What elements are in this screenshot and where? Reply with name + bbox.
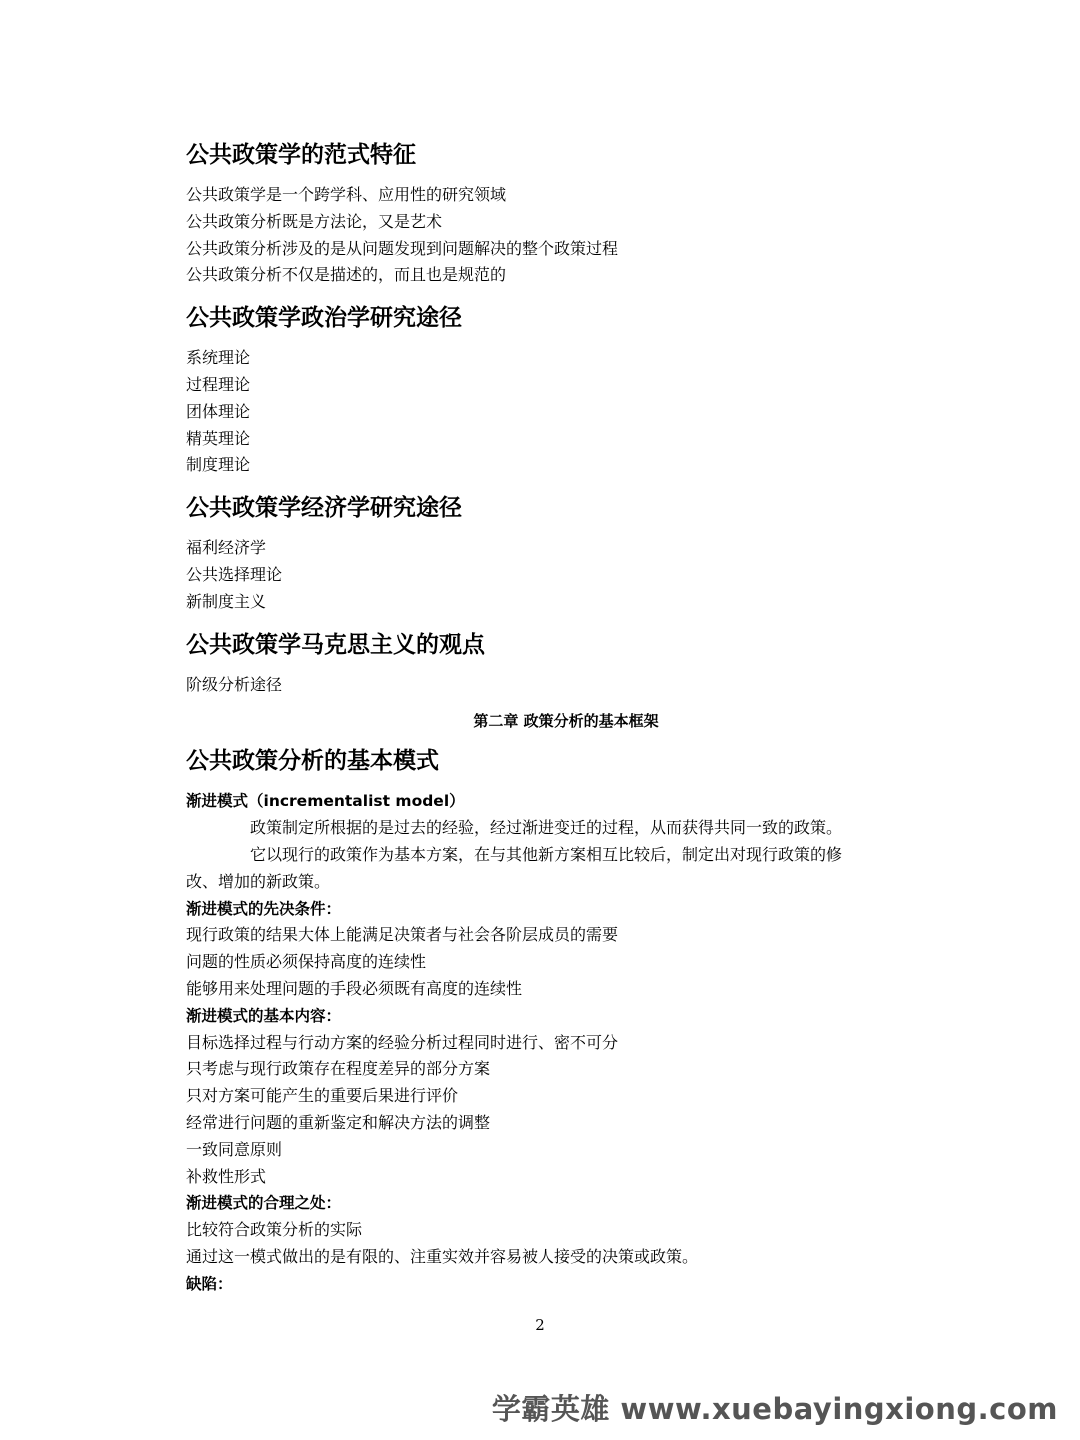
list-item: 补救性形式 xyxy=(186,1166,267,1186)
list-item: 团体理论 xyxy=(186,401,251,421)
prereq-title: 渐进模式的先决条件： xyxy=(186,899,342,918)
merit-title: 渐进模式的合理之处： xyxy=(186,1194,342,1213)
list-item: 公共选择理论 xyxy=(186,564,283,584)
list-item: 公共政策分析涉及的是从问题发现到问题解决的整个政策过程 xyxy=(186,238,619,258)
paragraph-line: 改、增加的新政策。 xyxy=(186,871,331,891)
list-item: 能够用来处理问题的手段必须既有高度的连续性 xyxy=(186,978,523,998)
list-item: 公共政策分析既是方法论，又是艺术 xyxy=(186,211,443,231)
list-item: 公共政策学是一个跨学科、应用性的研究领域 xyxy=(186,185,507,204)
political-list xyxy=(186,345,916,479)
content-title: 渐进模式的基本内容： xyxy=(186,1006,342,1025)
page-number: 2 xyxy=(535,1316,545,1334)
list-item: 公共政策分析不仅是描述的，而且也是规范的 xyxy=(186,265,507,285)
section-heading-paradigm: 公共政策学的范式特征 xyxy=(186,142,416,168)
list-item: 只考虑与现行政策存在程度差异的部分方案 xyxy=(186,1059,491,1079)
list-item: 目标选择过程与行动方案的经验分析过程同时进行、密不可分 xyxy=(186,1032,619,1052)
paragraph-line: 它以现行的政策作为基本方案，在与其他新方案相互比较后，制定出对现行政策的修 xyxy=(250,844,843,864)
list-item: 一致同意原则 xyxy=(186,1139,283,1159)
section-heading-economic: 公共政策学经济学研究途径 xyxy=(186,495,462,522)
defect-title: 缺陷： xyxy=(186,1274,233,1293)
section-heading-marxist: 公共政策学马克思主义的观点 xyxy=(186,631,485,658)
paradigm-list xyxy=(186,182,916,289)
list-item: 系统理论 xyxy=(186,348,251,368)
marxist-list xyxy=(186,672,916,699)
list-item: 阶级分析途径 xyxy=(186,674,283,694)
list-item: 制度理论 xyxy=(186,455,251,475)
paragraph: 政策制定所根据的是过去的经验，经过渐进变迁的过程，从而获得共同一致的政策。 xyxy=(250,818,843,838)
list-item: 只对方案可能产生的重要后果进行评价 xyxy=(186,1086,459,1106)
list-item: 福利经济学 xyxy=(186,538,267,558)
list-item: 问题的性质必须保持高度的连续性 xyxy=(186,952,427,972)
list-item: 经常进行问题的重新鉴定和解决方法的调整 xyxy=(186,1112,491,1132)
list-item: 通过这一模式做出的是有限的、注重实效并容易被人接受的决策或政策。 xyxy=(186,1246,699,1266)
economic-list xyxy=(186,535,916,615)
section-heading-political: 公共政策学政治学研究途径 xyxy=(186,305,462,332)
section-heading-basic-models: 公共政策分析的基本模式 xyxy=(186,748,439,775)
page-content xyxy=(186,140,916,1298)
list-item: 比较符合政策分析的实际 xyxy=(186,1220,363,1240)
model-title: 渐进模式（incrementalist model） xyxy=(186,792,465,811)
chapter-title: 第二章 政策分析的基本框架 xyxy=(473,712,659,731)
list-item: 新制度主义 xyxy=(186,591,267,611)
list-item: 现行政策的结果大体上能满足决策者与社会各阶层成员的需要 xyxy=(186,925,619,945)
site-watermark: 学霸英雄 www.xuebayingxiong.com xyxy=(491,1392,1058,1426)
list-item: 过程理论 xyxy=(186,374,251,394)
list-item: 精英理论 xyxy=(186,428,251,448)
